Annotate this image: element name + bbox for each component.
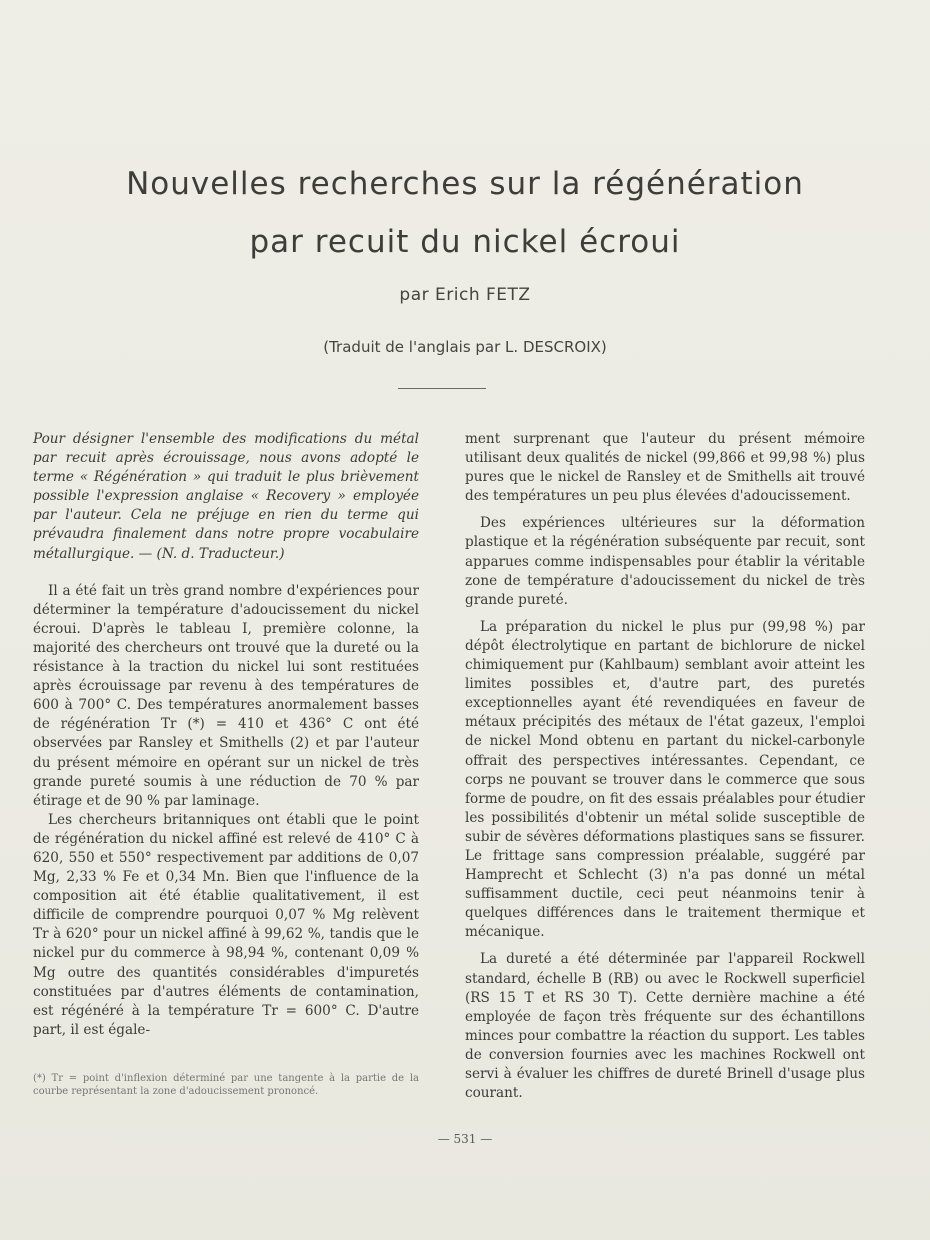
paragraph: Il a été fait un très grand nombre d'expériences pour déterminer la température d'adoucissement du nickel écroui. D'après le tableau I, première colonne, la majorité des chercheurs ont trouvé que la dureté ou la résistance à la traction du nickel lui sont restituées après écrouissage par revenu à des températures de 600 à 700° C. Des températures anormalement basses de régénération Tr (*) = 410 et 436° C ont été observées par Ransley et Smithells (2) et par l'auteur du présent mémoire en opérant sur un nickel de très grande pureté soumis à une réduction de 70 % par étirage et de 90 % par laminage. [33, 582, 419, 809]
translator-line: (Traduit de l'anglais par L. DESCROIX) [323, 338, 607, 356]
footnote: (*) Tr = point d'inflexion déterminé par une tangente à la partie de la courbe représentant la zone d'adoucissement prononcé. [33, 1073, 419, 1097]
title-divider [398, 388, 486, 389]
paragraph: La dureté a été déterminée par l'appareil Rockwell standard, échelle B (RB) ou avec le Rockwell superficiel (RS 15 T et RS 30 T). Cette dernière machine a été employée de façon très fréquente sur des échantillons minces pour combattre la réaction du support. Les tables de conversion fournies avec les machines Rockwell ont servi à évaluer les chiffres de dureté Brinell d'usage plus courant. [465, 951, 865, 1102]
paragraph: Les chercheurs britanniques ont établi que le point de régénération du nickel affiné est relevé de 410° C à 620, 550 et 550° respectivement par additions de 0,07 Mg, 2,33 % Fe et 0,34 Mn. Bien que l'influence de la composition ait été établie qualitativement, il est difficile de comprendre pourquoi 0,07 % Mg relèvent Tr à 620° pour un nickel affiné à 99,62 %, tandis que le nickel pur du commerce à 98,94 %, contenant 0,09 % Mg outre des quantités considérables d'impuretés constituées par d'autres éléments de contamination, est régénéré à la température Tr = 600° C. D'autre part, il est égale- [33, 811, 419, 1038]
left-column [33, 430, 419, 1040]
translator-note: Pour désigner l'ensemble des modifications du métal par recuit après écrouissage, nous avons adopté le terme « Régénération » qui traduit le plus brièvement possible l'expression anglaise « Recovery » employée par l'auteur. Cela ne préjuge en rien du terme qui prévaudra finalement dans notre propre vocabulaire métallurgique. — (N. d. Traducteur.) [33, 431, 419, 562]
paragraph: Des expériences ultérieures sur la déformation plastique et la régénération subséquente par recuit, sont apparues comme indispensables pour établir la véritable zone de température d'adoucissement du nickel de très grande pureté. [465, 515, 865, 608]
right-column [465, 430, 865, 1103]
paragraph: La préparation du nickel le plus pur (99,98 %) par dépôt électrolytique en partant de bichlorure de nickel chimiquement pur (Kahlbaum) semblant avoir atteint les limites possibles et, d'autre part, des puretés exceptionnelles ayant été revendiquées en faveur de métaux précipités des métaux de l'état gazeux, l'emploi de nickel Mond obtenu en partant du nickel-carbonyle offrait des perspectives intéressantes. Cependant, ce corps ne pouvant se trouver dans le commerce que sous forme de poudre, on fit des essais préalables pour étudier les possibilités d'obtenir un métal solide susceptible de subir de sévères déformations plastiques sans se fissurer. Le frittage sans compression préalable, suggéré par Hamprecht et Schlecht (3) n'a pas donné un métal suffisamment ductile, ceci peut néanmoins tenir à quelques différences dans le traitement thermique et mécanique. [465, 618, 865, 941]
title-line-1: Nouvelles recherches sur la régénération [126, 166, 804, 202]
page-number: — 531 — [437, 1132, 493, 1146]
paragraph: ment surprenant que l'auteur du présent mémoire utilisant deux qualités de nickel (99,866 et 99,98 %) plus pures que le nickel de Ransley et de Smithells ait trouvé des températures un peu plus élevées d'adoucissement. [465, 431, 865, 505]
author-line: par Erich FETZ [399, 285, 531, 305]
title-line-2: par recuit du nickel écroui [249, 224, 681, 260]
